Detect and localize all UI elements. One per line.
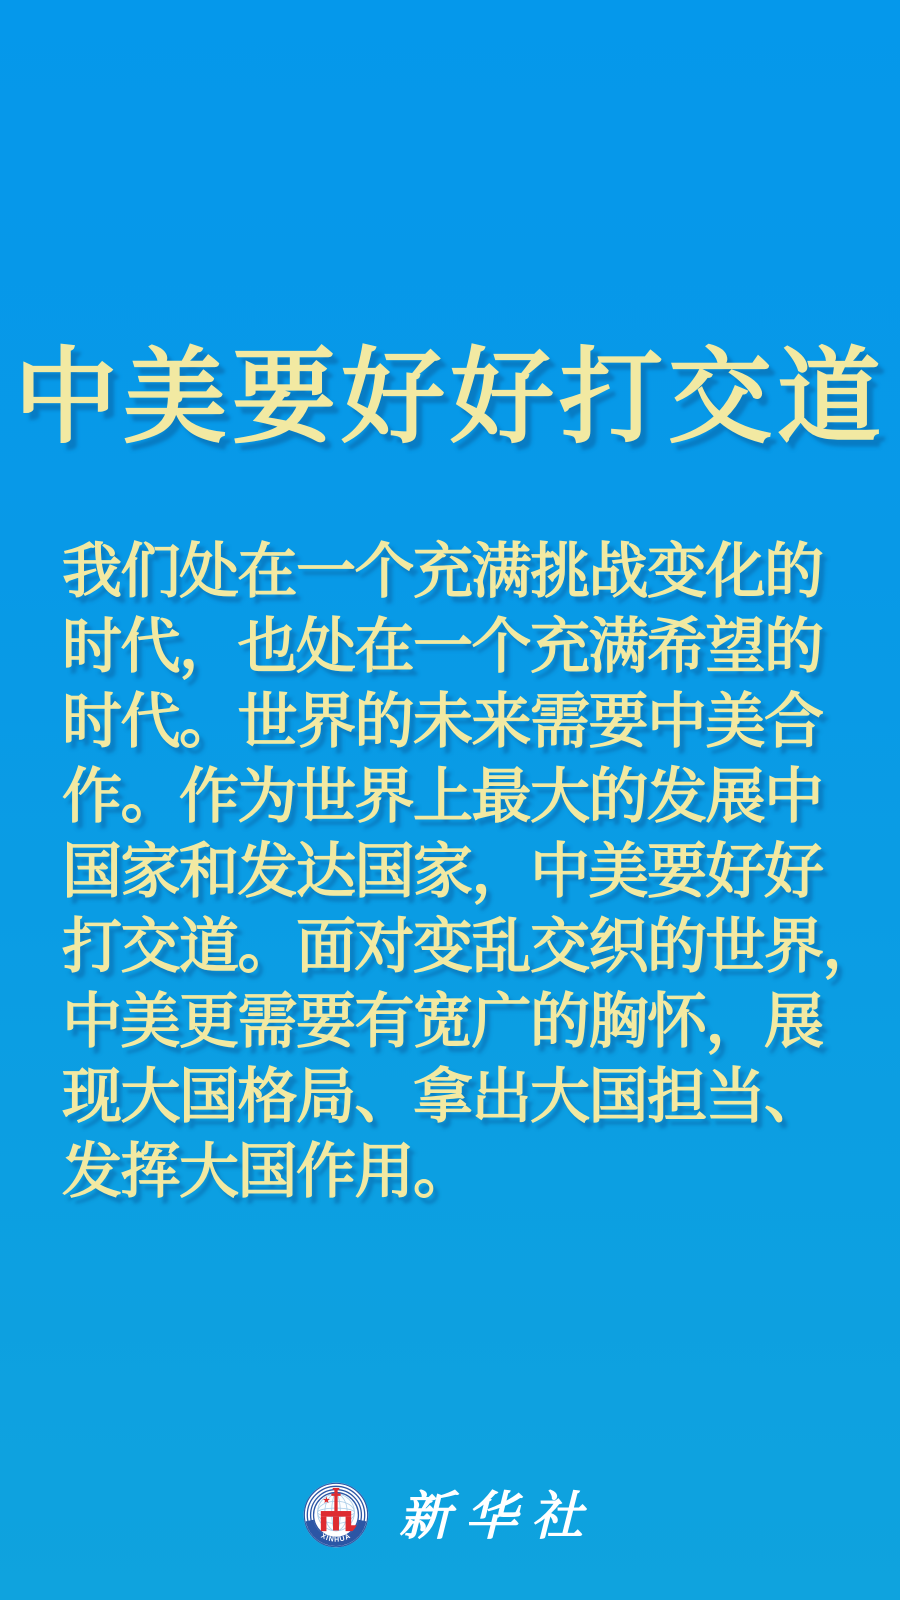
body-line: 时代。世界的未来需要中美合 [62,688,823,755]
body-line: 现大国格局、拿出大国担当、 [62,1063,823,1130]
xinhua-emblem-icon [303,1482,369,1548]
brand-name: 新华社 [398,1486,597,1547]
body-text [62,534,882,1209]
body-line: 发挥大国作用。 [62,1138,472,1205]
logo-banner-text: XINHUA [319,1532,353,1544]
poster-title: 中美要好好打交道 [13,339,886,456]
body-line: 我们处在一个充满挑战变化的 [62,538,823,605]
body-line: 中美更需要有宽广的胸怀，展 [62,988,823,1055]
body-line: 时代，也处在一个充满希望的 [62,613,823,680]
brand-lockup [0,1482,900,1548]
body-line: 作。作为世界上最大的发展中 [62,763,823,830]
body-line: 打交道。面对变乱交织的世界， [62,913,881,980]
body-line: 国家和发达国家，中美要好好 [62,838,823,905]
